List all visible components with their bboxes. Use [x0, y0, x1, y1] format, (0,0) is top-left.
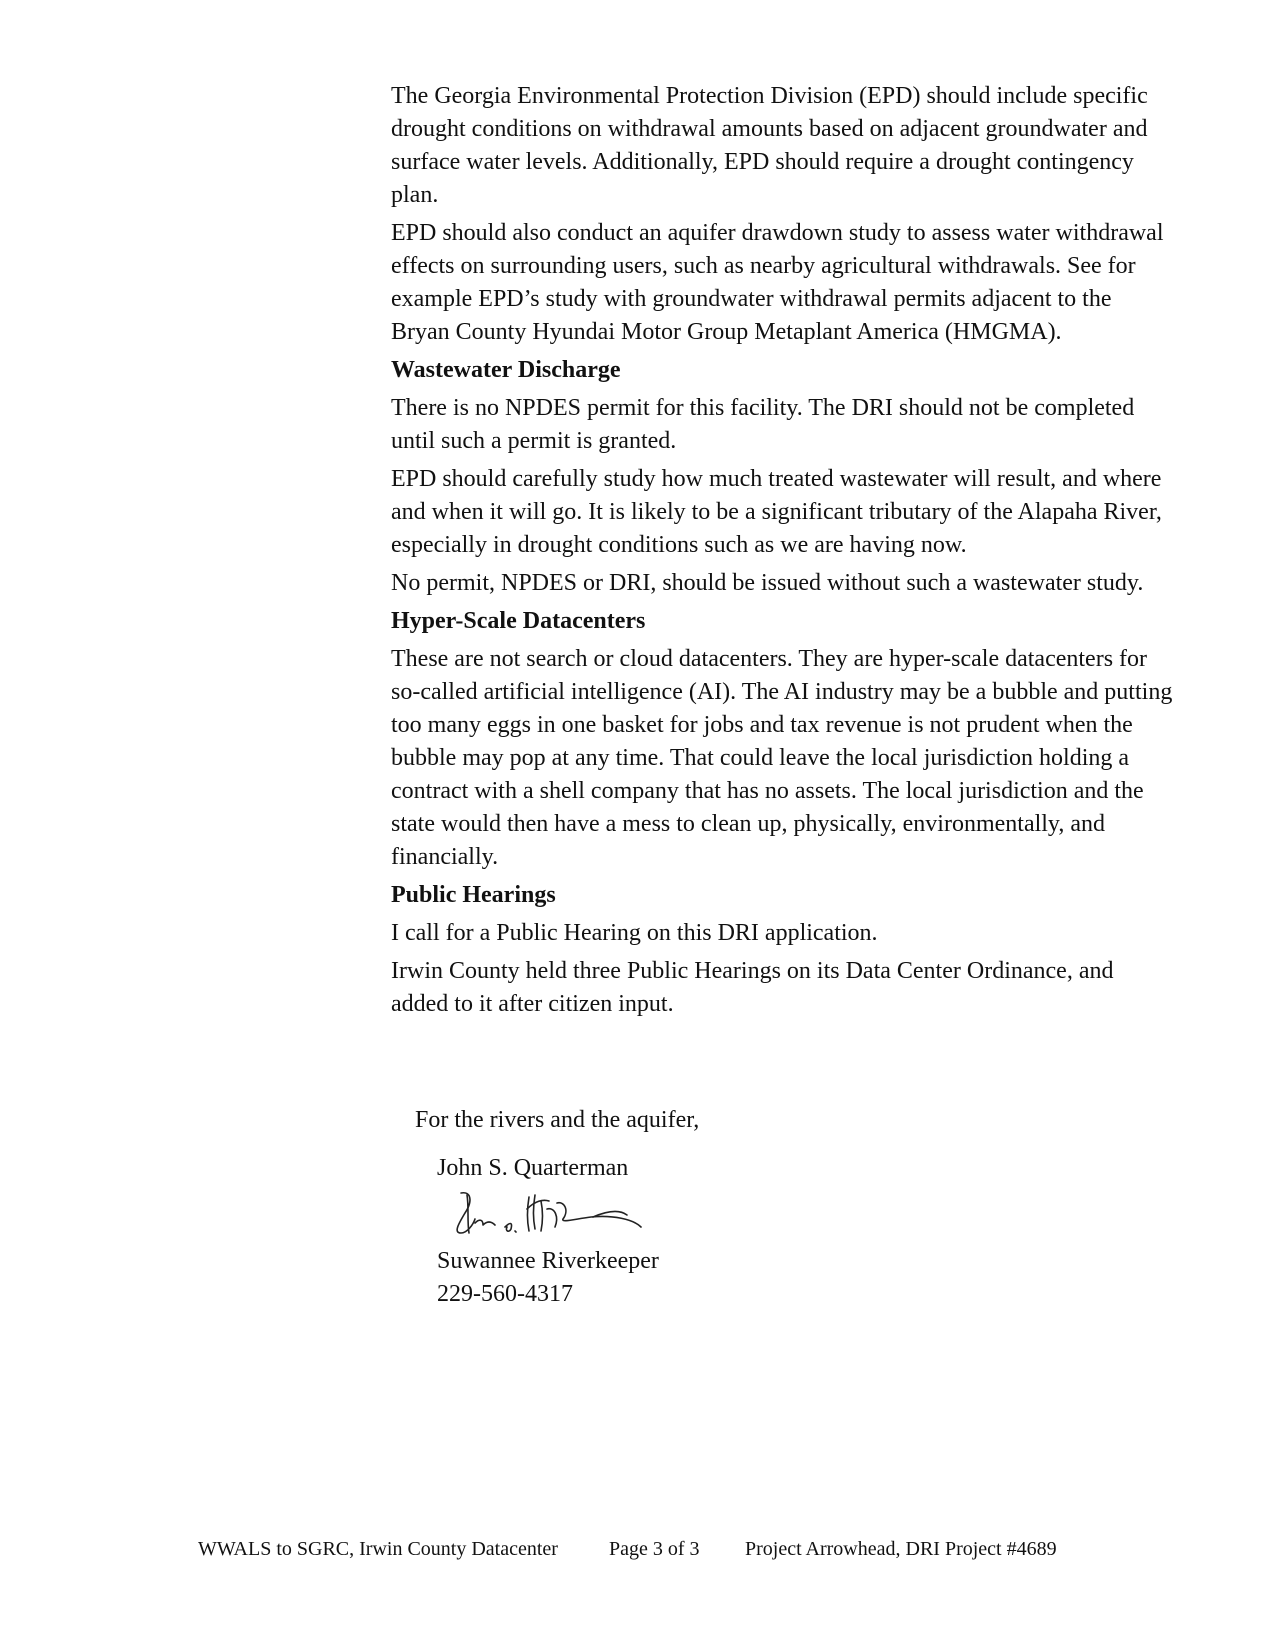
- handwritten-signature: [443, 1187, 653, 1239]
- letter-body: [391, 80, 1176, 1026]
- signer-title: Suwannee Riverkeeper: [437, 1248, 659, 1274]
- paragraph-aquifer-study: EPD should also conduct an aquifer drawdown study to assess water withdrawal effects on surrounding users, such as nearby agricultural withdrawals. See for example EPD’s study with groundwater withdrawal permits adjacent to the Bryan County Hyundai Motor Group Metaplant America (HMGMA).: [391, 220, 1164, 345]
- paragraph-call-for-hearing: I call for a Public Hearing on this DRI application.: [391, 920, 878, 946]
- footer-project-id: Project Arrowhead, DRI Project #4689: [745, 1538, 1057, 1560]
- closing-line: For the rivers and the aquifer,: [415, 1107, 700, 1133]
- paragraph-irwin-hearings: Irwin County held three Public Hearings on its Data Center Ordinance, and added to it after citizen input.: [391, 958, 1114, 1017]
- paragraph-npdes-permit: There is no NPDES permit for this facility. The DRI should not be completed until such a permit is granted.: [391, 395, 1135, 454]
- signer-name: John S. Quarterman: [437, 1155, 629, 1181]
- paragraph-no-permit: No permit, NPDES or DRI, should be issued without such a wastewater study.: [391, 570, 1144, 596]
- footer-page-number: Page 3 of 3: [609, 1538, 700, 1560]
- paragraph-ai-bubble: These are not search or cloud datacenters. They are hyper-scale datacenters for so-called artificial intelligence (AI). The AI industry may be a bubble and putting too many eggs in one basket for jobs and tax revenue is not prudent when the bubble may pop at any time. That could leave the local jurisdiction holding a contract with a shell company that has no assets. The local jurisdiction and the state would then have a mess to clean up, physically, environmentally, and financially.: [391, 646, 1173, 870]
- paragraph-drought-conditions: The Georgia Environmental Protection Division (EPD) should include specific drought conditions on withdrawal amounts based on adjacent groundwater and surface water levels. Additionally, EPD should require a drought contingency plan.: [391, 83, 1148, 208]
- footer-document-title: WWALS to SGRC, Irwin County Datacenter: [198, 1538, 558, 1560]
- signer-phone: 229-560-4317: [437, 1281, 573, 1307]
- heading-hyper-scale-datacenters: Hyper-Scale Datacenters: [391, 608, 646, 634]
- heading-wastewater-discharge: Wastewater Discharge: [391, 357, 621, 383]
- signature-block: [437, 1152, 659, 1311]
- paragraph-wastewater-study: EPD should carefully study how much treated wastewater will result, and where and when it will go. It is likely to be a significant tributary of the Alapaha River, especially in drought conditions such as we are having now.: [391, 466, 1162, 558]
- heading-public-hearings: Public Hearings: [391, 882, 556, 908]
